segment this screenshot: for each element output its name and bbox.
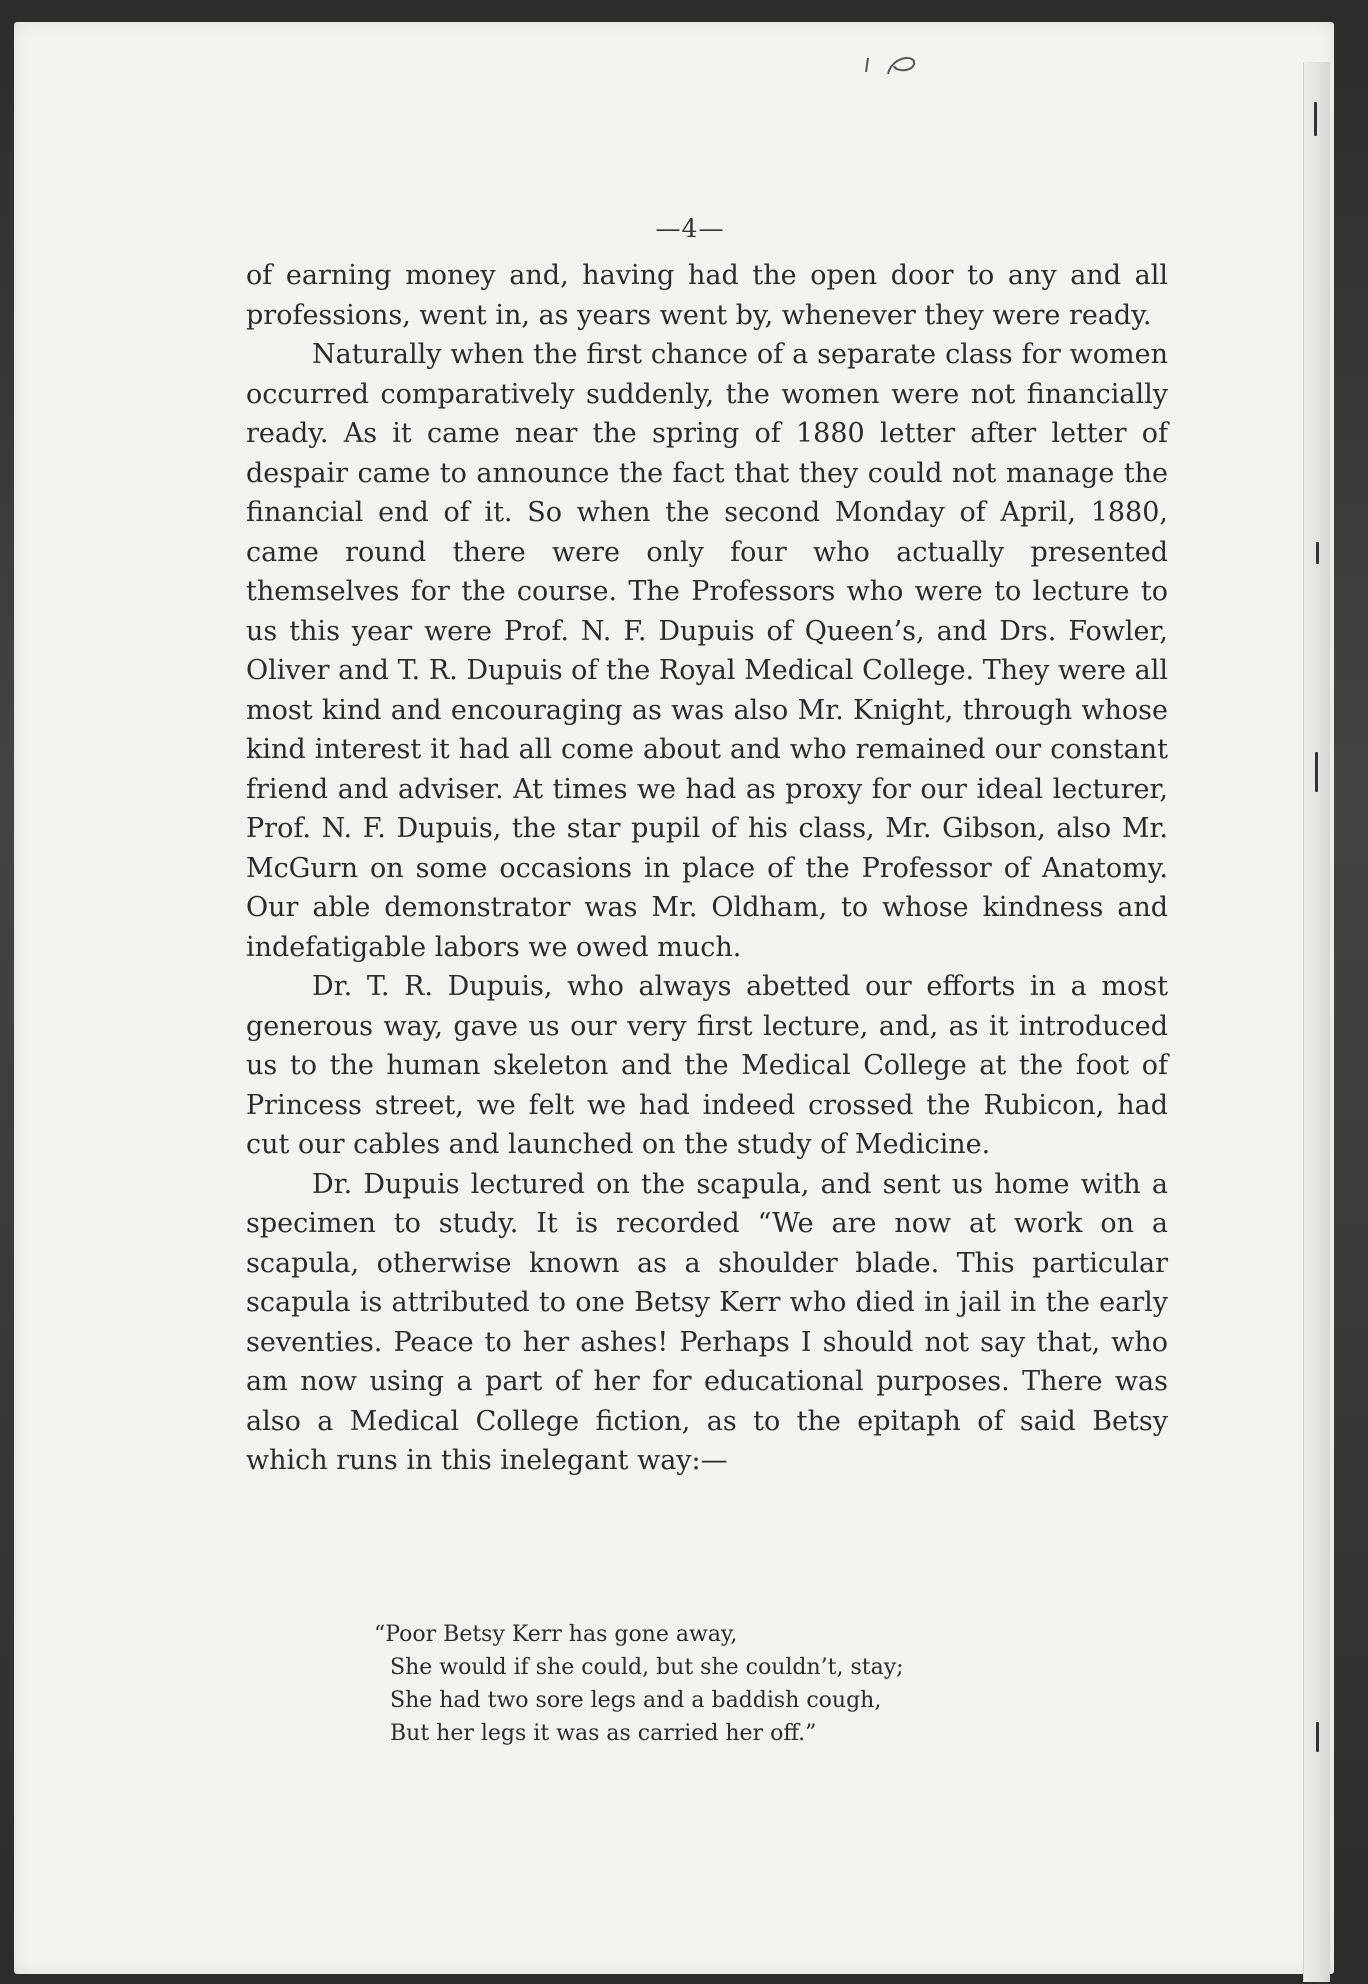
- paragraph: Dr. Dupuis lectured on the scapula, and sent us home with a specimen to study. It is recorded “We are now at work on a scapula, otherwise known as a shoulder blade. This particular scapula is attributed to one Betsy Kerr who died in jail in the early seventies. Peace to her ashes! Perhaps I should not say that, who am now using a part of her for educational purposes. There was also a Medical College fiction, as to the epitaph of said Betsy which runs in this inelegant way:—: [246, 1168, 1168, 1476]
- epitaph-poem: [374, 1618, 1014, 1750]
- edge-mark: [1315, 752, 1318, 792]
- body-text: [246, 256, 1168, 1481]
- edge-mark: [1316, 1722, 1319, 1752]
- page-number: —4—: [655, 214, 725, 243]
- poem-line: But her legs it was as carried her off.”: [390, 1721, 817, 1746]
- poem-line: She had two sore legs and a baddish cough,: [390, 1688, 882, 1713]
- pencil-mark-icon: [864, 52, 924, 76]
- edge-mark: [1316, 542, 1319, 564]
- paragraph: Dr. T. R. Dupuis, who always abetted our efforts in a most generous way, gave us our very first lecture, and, as it introduced us to the human skeleton and the Medical College at the foot of Princess street, we felt we had indeed crossed the Rubicon, had cut our cables and launched on the study of Medicine.: [246, 971, 1168, 1160]
- edge-mark: [1314, 102, 1317, 136]
- paragraph: Naturally when the first chance of a separate class for women occurred comparatively suddenly, the women were not financially ready. As it came near the spring of 1880 letter after letter of despair came to announce the fact that they could not manage the financial end of it. So when the second Monday of April, 1880, came round there were only four who actually presented themselves for the course. The Professors who were to lecture to us this year were Prof. N. F. Dupuis of Queen’s, and Drs. Fowler, Oliver and T. R. Dupuis of the Royal Medical College. They were all most kind and encouraging as was also Mr. Knight, through whose kind interest it had all come about and who remained our constant friend and adviser. At times we had as proxy for our ideal lecturer, Prof. N. F. Dupuis, the star pupil of his class, Mr. Gibson, also Mr. McGurn on some occasions in place of the Professor of Anatomy. Our able demonstrator was Mr. Oldham, to whose kindness and indefatigable labors we owed much.: [246, 339, 1168, 963]
- poem-line: “Poor Betsy Kerr has gone away,: [374, 1622, 738, 1647]
- page-edge-shadow: [1303, 62, 1330, 1982]
- paragraph: of earning money and, having had the open door to any and all professions, went in, as years went by, whenever they were ready.: [246, 260, 1168, 331]
- poem-line: She would if she could, but she couldn’t, stay;: [390, 1655, 904, 1680]
